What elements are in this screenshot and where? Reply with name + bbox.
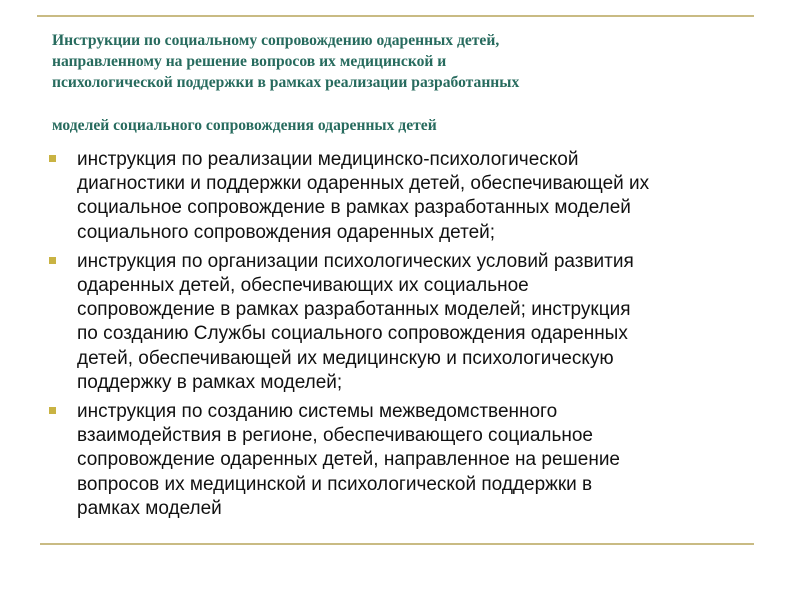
bullet-line: диагностики и поддержки одаренных детей, обеспечивающей их: [77, 173, 650, 195]
bullet-text: [77, 250, 748, 395]
square-bullet-icon: [49, 257, 56, 264]
title-line: направленному на решение вопросов их медицинской и: [52, 53, 447, 70]
bullet-line: инструкция по организации психологических условий развития: [77, 250, 634, 272]
bullet-text: [77, 148, 748, 245]
bullet-line: социального сопровождения одаренных детей;: [77, 221, 496, 243]
bullet-text: [77, 400, 748, 521]
list-item: [48, 250, 748, 395]
bullet-line: поддержку в рамках моделей;: [77, 371, 343, 393]
bullet-line: рамках моделей: [77, 497, 222, 519]
bullet-line: инструкция по реализации медицинско-психологической: [77, 149, 579, 170]
top-divider: [37, 15, 754, 17]
bullet-line: взаимодействия в регионе, обеспечивающего социальное: [77, 425, 593, 447]
bullet-line: сопровождение одаренных детей, направленное на решение: [77, 449, 621, 471]
bullet-line: социальное сопровождение в рамках разработанных моделей: [77, 197, 631, 219]
title-line: Инструкции по социальному сопровождению одаренных детей,: [52, 32, 500, 49]
square-bullet-icon: [49, 155, 56, 162]
bottom-divider: [40, 543, 754, 545]
bullet-line: по созданию Службы социального сопровождения одаренных: [77, 323, 628, 345]
slide-title: [52, 30, 762, 136]
square-bullet-icon: [49, 407, 56, 414]
list-item: [48, 148, 748, 245]
bullet-line: инструкция по созданию системы межведомственного: [77, 401, 558, 423]
bullet-list: [48, 148, 748, 526]
bullet-line: вопросов их медицинской и психологической поддержки в: [77, 473, 593, 495]
title-line: психологической поддержки в рамках реализации разработанных: [52, 74, 520, 91]
bullet-line: детей, обеспечивающей их медицинскую и психологическую: [77, 347, 614, 369]
list-item: [48, 400, 748, 521]
bullet-line: сопровождение в рамках разработанных моделей; инструкция: [77, 299, 631, 321]
title-line: моделей социального сопровождения одаренных детей: [52, 117, 437, 134]
bullet-line: одаренных детей, обеспечивающих их социальное: [77, 275, 529, 297]
